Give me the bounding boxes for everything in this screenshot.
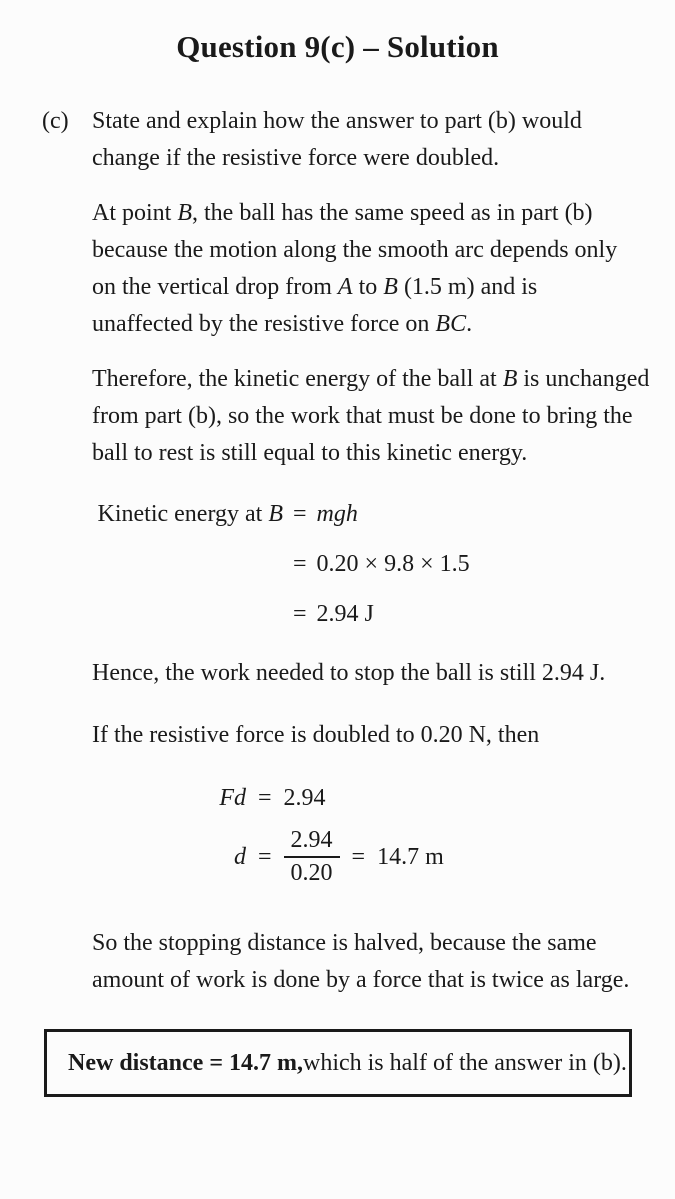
equals-sign: = (258, 785, 272, 811)
text-line: Hence, the work needed to stop the ball is still 2.94 J. (92, 660, 606, 686)
question-text (92, 103, 582, 177)
paragraph-same-speed (92, 195, 675, 343)
eq-rhs: 0.20 × 9.8 × 1.5 (316, 551, 470, 577)
eq-rhs: 2.94 (283, 785, 326, 811)
paragraph-hence (92, 655, 675, 692)
eq-lhs: d (234, 843, 246, 870)
answer-rest-text: which is half of the answer in (b). (302, 1049, 627, 1076)
text-line: from part (b), so the work that must be done to bring the (92, 403, 633, 429)
equals-sign: = (293, 501, 307, 527)
equals-sign: = (351, 843, 366, 870)
equation-distance (92, 825, 675, 889)
fraction-denominator: 0.20 (284, 856, 340, 889)
eq-rhs: 2.94 J (316, 601, 374, 627)
question-part-c (42, 103, 675, 177)
part-label: (c) (42, 108, 69, 134)
text-line: on the vertical drop from A to B (1.5 m) and is (92, 274, 538, 300)
text-line: If the resistive force is doubled to 0.20 N, then (92, 722, 540, 748)
equals-sign: = (293, 551, 307, 577)
equation-row (92, 589, 675, 639)
paragraph-conclusion (92, 925, 675, 999)
equation-row (92, 539, 675, 589)
answer-box (44, 1029, 632, 1097)
eq-lhs (92, 539, 283, 589)
text-line: Therefore, the kinetic energy of the ball at B is unchanged (92, 366, 650, 392)
text-line: amount of work is done by a force that is twice as large. (92, 967, 630, 993)
equals-sign: = (258, 843, 272, 870)
paragraph-if-doubled (92, 717, 675, 754)
equation-row (92, 489, 675, 539)
text-line: So the stopping distance is halved, because the same (92, 930, 597, 956)
text-line: unaffected by the resistive force on BC. (92, 311, 473, 337)
equation-fd (92, 780, 675, 817)
eq-result: 14.7 m (377, 843, 444, 870)
eq-rhs: mgh (316, 501, 358, 527)
text-line: State and explain how the answer to part (b) would (92, 108, 582, 134)
text-line: ball to rest is still equal to this kinetic energy. (92, 440, 528, 466)
eq-lhs (92, 589, 283, 639)
eq-lhs: Kinetic energy at B (97, 501, 283, 527)
text-line: At point B, the ball has the same speed as in part (b) (92, 200, 593, 226)
answer-bold-text: New distance = 14.7 m, (68, 1049, 303, 1076)
equation-kinetic-energy (92, 489, 675, 639)
page-title: Question 9(c) – Solution (176, 29, 499, 64)
paragraph-kinetic-energy (92, 361, 675, 472)
text-line: change if the resistive force were doubled. (92, 145, 500, 171)
equals-sign: = (293, 601, 307, 627)
fraction (284, 825, 340, 889)
eq-lhs: Fd (219, 785, 246, 811)
fraction-numerator: 2.94 (290, 827, 333, 853)
text-line: because the motion along the smooth arc depends only (92, 237, 618, 263)
